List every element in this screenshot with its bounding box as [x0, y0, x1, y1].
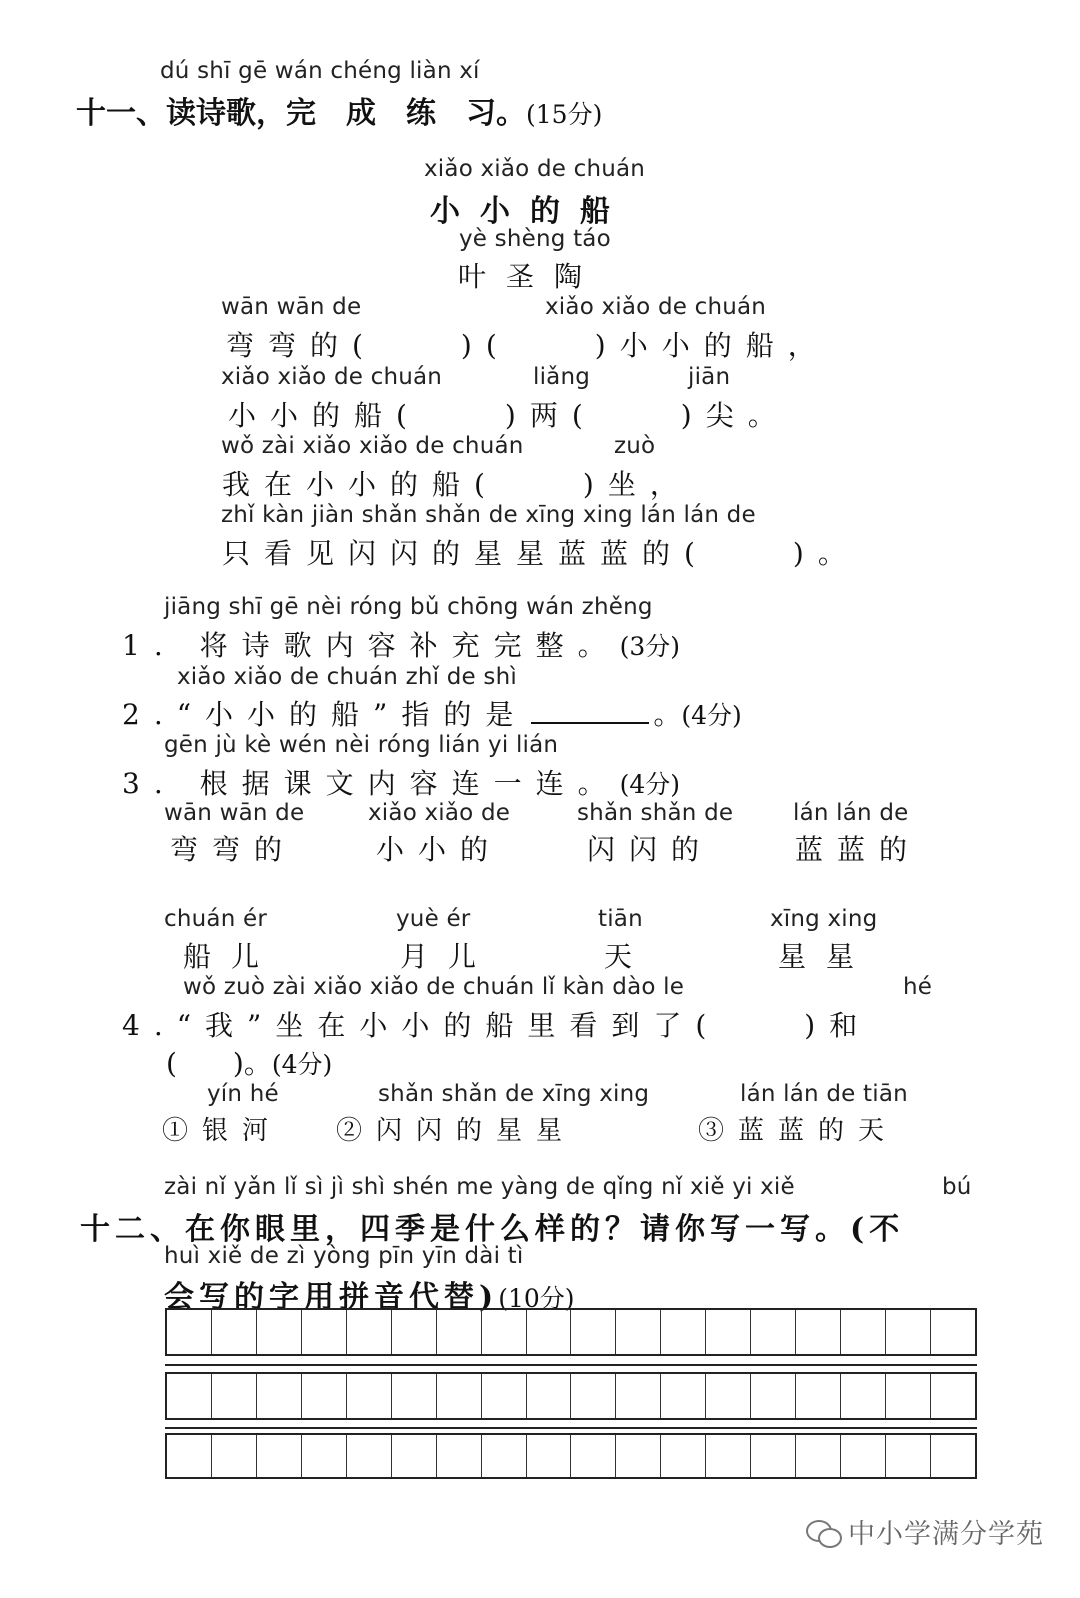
q4-option-2[interactable]: ②闪闪的星星 [336, 1116, 577, 1146]
poem-line3-pinyin-a: wǒ zài xiǎo xiǎo de chuán [221, 433, 524, 459]
writing-grid-row-1[interactable] [165, 1308, 977, 1356]
q3-row [122, 762, 680, 802]
grid-divider-1 [165, 1364, 977, 1366]
section12-pinyin-a: zài nǐ yǎn lǐ sì jì shì shén me yàng de qǐng nǐ xiě yi xiě [164, 1174, 795, 1200]
poem-line4: 只看见闪闪的星星蓝蓝的( )。 [222, 537, 860, 570]
poem-title-pinyin: xiǎo xiǎo de chuán [424, 156, 646, 182]
poem-title: 小小的船 [430, 194, 630, 229]
q3-top-pinyin-2: xiǎo xiǎo de [368, 800, 511, 826]
q3-bottom-4[interactable]: 星星 [778, 940, 875, 973]
poem-line1: 弯弯的( )( )小小的船， [226, 329, 830, 362]
poem-line2-pinyin-c: jiān [688, 364, 731, 390]
q1-text: 1. 将诗歌内容补充完整。 [122, 629, 620, 662]
section12-points: (10分) [498, 1284, 575, 1313]
q3-text: 3. 根据课文内容连一连。 [122, 767, 620, 800]
q2-text-end: 。 [653, 698, 682, 731]
q3-top-pinyin-1: wān wān de [164, 800, 305, 826]
q3-bottom-pinyin-3: tiān [598, 906, 643, 932]
q3-points: (4分) [619, 770, 681, 799]
q3-top-pinyin-3: shǎn shǎn de [577, 800, 734, 826]
q3-bottom-pinyin-1: chuán ér [164, 906, 267, 932]
watermark [806, 1512, 1044, 1551]
poem-line3-pinyin-b: zuò [614, 433, 656, 459]
q3-top-3[interactable]: 闪闪的 [587, 833, 714, 866]
section11-points: (15分) [526, 100, 603, 129]
q2-text: 2.“小小的船”指的是 [122, 698, 528, 731]
q4-option-pinyin-3: lán lán de tiān [740, 1081, 908, 1107]
q2-row [122, 693, 742, 733]
section12-pinyin-b: bú [942, 1174, 972, 1200]
watermark-text: 中小学满分学苑 [848, 1519, 1044, 1550]
section11-title: 十一、读诗歌，完 成 练 习。 [76, 96, 526, 131]
section12-title: 十二、在你眼里，四季是什么样的？请你写一写。(不 [80, 1212, 905, 1247]
q3-bottom-3[interactable]: 天 [604, 940, 633, 973]
q2-answer-blank[interactable] [531, 696, 649, 724]
q4-pinyin-b: hé [903, 974, 933, 1000]
q3-bottom-1[interactable]: 船儿 [183, 940, 280, 973]
q2-points: (4分) [681, 701, 742, 730]
section11-heading [76, 88, 602, 132]
q3-bottom-pinyin-2: yuè ér [396, 906, 471, 932]
poem-line4-pinyin: zhǐ kàn jiàn shǎn shǎn de xīng xing lán lán de [221, 502, 756, 528]
q4-option-pinyin-2: shǎn shǎn de xīng xing [378, 1081, 650, 1107]
writing-grid-row-2[interactable] [165, 1372, 977, 1420]
poem-author: 叶圣陶 [458, 260, 603, 293]
poem-author-pinyin: yè shèng táo [459, 226, 611, 252]
q4-row2 [166, 1042, 332, 1082]
q4-option-1[interactable]: ①银河 [162, 1116, 283, 1146]
q4-text-end: ( )。 [166, 1047, 272, 1080]
q3-top-pinyin-4: lán lán de [793, 800, 909, 826]
q1-points: (3分) [619, 632, 681, 661]
q4-text: 4.“我”坐在小小的船里看到了( )和 [122, 1009, 872, 1042]
poem-line1-pinyin-b: xiǎo xiǎo de chuán [545, 294, 767, 320]
wechat-icon [806, 1518, 842, 1546]
q4-option-pinyin-1: yín hé [207, 1081, 279, 1107]
poem-line2-pinyin-b: liǎng [533, 364, 591, 390]
q4-option-3[interactable]: ③蓝蓝的天 [698, 1116, 899, 1146]
poem-line2-pinyin-a: xiǎo xiǎo de chuán [221, 364, 443, 390]
q3-top-1[interactable]: 弯弯的 [170, 833, 297, 866]
section12-title2: 会写的字用拼音代替) [164, 1280, 499, 1315]
q3-bottom-2[interactable]: 月儿 [400, 940, 497, 973]
q1-row [122, 624, 680, 664]
q4-points: (4分) [271, 1050, 333, 1079]
q3-top-4[interactable]: 蓝蓝的 [795, 833, 922, 866]
q4-pinyin-a: wǒ zuò zài xiǎo xiǎo de chuán lǐ kàn dào le [183, 974, 685, 1000]
section11-pinyin: dú shī gē wán chéng liàn xí [160, 58, 480, 84]
q3-top-2[interactable]: 小小的 [376, 833, 503, 866]
poem-line1-pinyin-a: wān wān de [221, 294, 362, 320]
q3-bottom-pinyin-4: xīng xing [770, 906, 878, 932]
writing-grid-row-3[interactable] [165, 1433, 977, 1479]
q1-pinyin: jiāng shī gē nèi róng bǔ chōng wán zhěng [164, 594, 653, 620]
grid-divider-2 [165, 1427, 977, 1429]
section12-pinyin-c: huì xiě de zì yòng pīn yīn dài tì [164, 1243, 524, 1269]
q2-pinyin: xiǎo xiǎo de chuán zhǐ de shì [177, 664, 517, 690]
poem-line2: 小小的船( )两( )尖。 [228, 399, 790, 432]
q3-pinyin: gēn jù kè wén nèi róng lián yi lián [164, 732, 559, 758]
poem-line3: 我在小小的船( )坐， [222, 468, 692, 501]
